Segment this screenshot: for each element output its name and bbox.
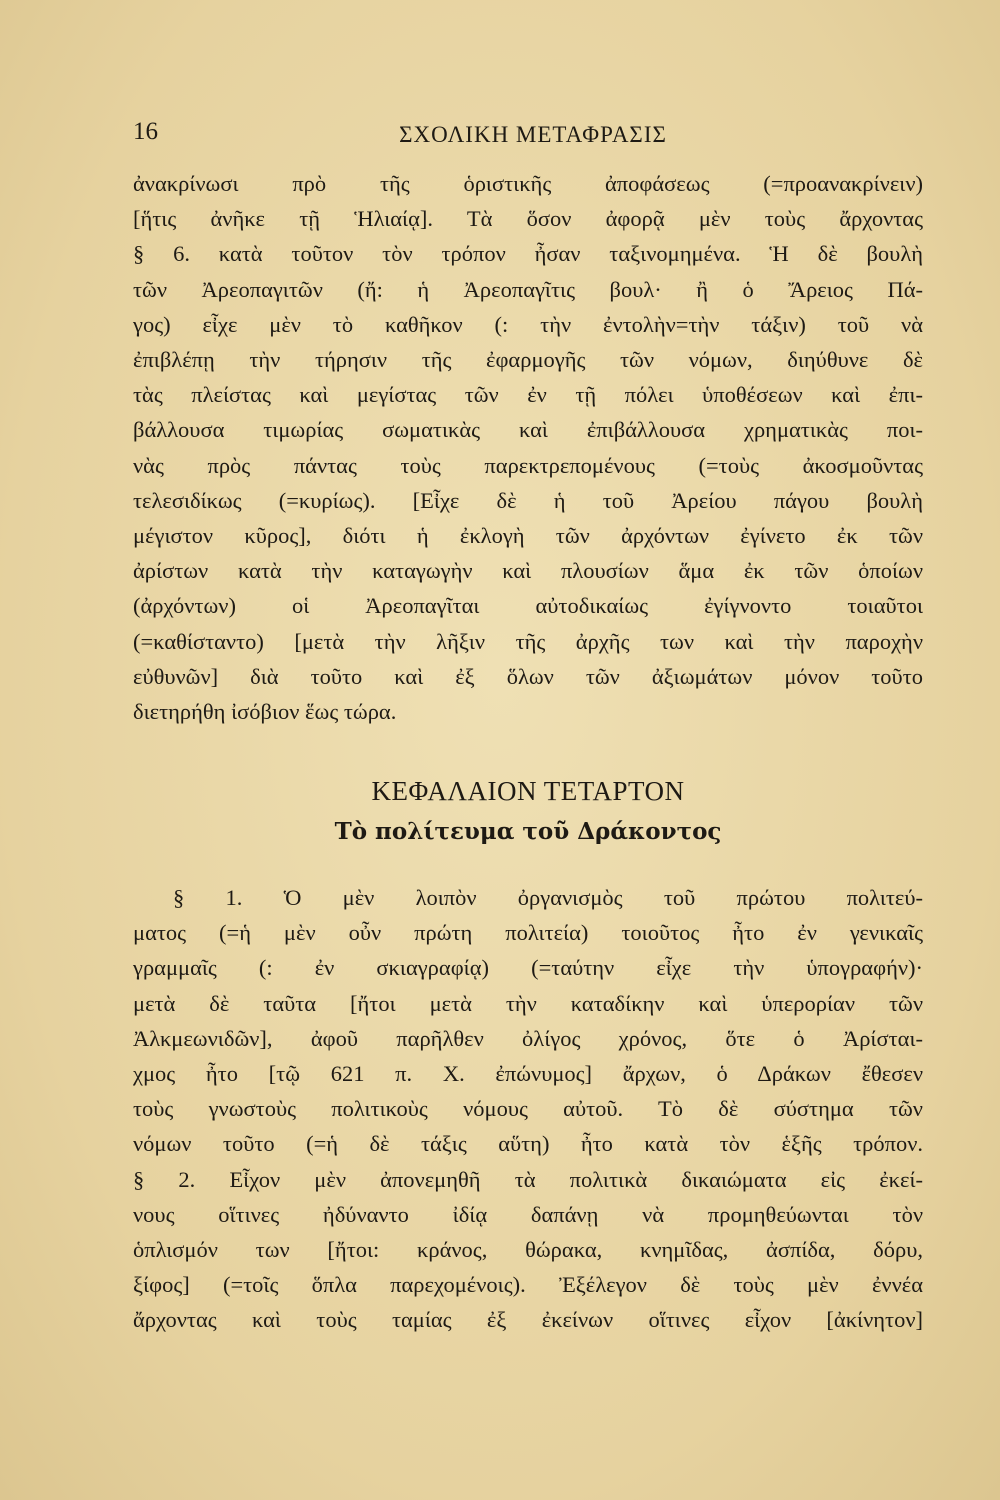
chapter-subtitle: Τὸ πολίτευμα τοῦ Δράκοντος xyxy=(334,818,722,845)
text-line: § 2. Εἶχον μὲν ἀπονεμηθῆ τὰ πολιτικὰ δικαιώματα εἰς ἐκεί- xyxy=(133,1166,923,1192)
text-line: βάλλουσα τιμωρίας σωματικὰς καὶ ἐπιβάλλουσα χρηματικὰς ποι- xyxy=(133,417,923,443)
text-line: τῶν Ἀρεοπαγιτῶν (ἤ: ἡ Ἀρεοπαγῖτις βουλ· ἢ ὁ Ἄρειος Πά- xyxy=(133,276,923,302)
text-line: ἐπιβλέπῃ τὴν τήρησιν τῆς ἐφαρμογῆς τῶν νόμων, διηύθυνε δὲ xyxy=(133,347,923,373)
text-line: § 6. κατὰ τοῦτον τὸν τρόπον ἦσαν ταξινομημένα. Ἡ δὲ βουλὴ xyxy=(133,241,923,267)
page-number: 16 xyxy=(133,118,158,145)
text-line: ἀνακρίνωσι πρὸ τῆς ὁριστικῆς ἀποφάσεως (=προανακρίνειν) xyxy=(133,171,923,196)
text-line: ματος (=ἡ μὲν οὖν πρώτη πολιτεία) τοιοῦτος ἦτο ἐν γενικαῖς xyxy=(133,920,923,946)
text-line: Ἀλκμεωνιδῶν], ἀφοῦ παρῆλθεν ὀλίγος χρόνος, ὅτε ὁ Ἀρίσται- xyxy=(133,1025,923,1051)
text-line: μετὰ δὲ ταῦτα [ἤτοι μετὰ τὴν καταδίκην καὶ ὑπερορίαν τῶν xyxy=(133,990,923,1016)
page-header xyxy=(133,118,933,158)
text-line: § 1. Ὁ μὲν λοιπὸν ὀργανισμὸς τοῦ πρώτου πολιτεύ- xyxy=(173,885,923,910)
text-line: τοὺς γνωστοὺς πολιτικοὺς νόμους αὐτοῦ. Τὸ δὲ σύστημα τῶν xyxy=(133,1096,923,1122)
text-block-chapter xyxy=(133,880,923,1338)
text-line: ἀρίστων κατὰ τὴν καταγωγὴν καὶ πλουσίων ἅμα ἐκ τῶν ὁποίων xyxy=(133,558,923,584)
text-line: ὁπλισμόν των [ἤτοι: κράνος, θώρακα, κνημῖδας, ἀσπίδα, δόρυ, xyxy=(133,1237,923,1263)
text-line: (ἀρχόντων) οἱ Ἀρεοπαγῖται αὐτοδικαίως ἐγίγνοντο τοιαῦτοι xyxy=(133,593,923,619)
running-title: ΣΧΟΛΙΚΗ ΜΕΤΑΦΡΑΣΙΣ xyxy=(399,122,667,147)
text-line: (=καθίσταντο) [μετὰ τὴν λῆξιν τῆς ἀρχῆς των καὶ τὴν παροχὴν xyxy=(133,628,923,654)
chapter-heading: ΚΕΦΑΛΑΙΟΝ ΤΕΤΑΡΤΟΝ xyxy=(371,776,685,806)
text-line: γραμμαῖς (: ἐν σκιαγραφίᾳ) (=ταύτην εἶχε τὴν ὑπογραφήν)· xyxy=(133,955,923,981)
text-line: εὐθυνῶν] διὰ τοῦτο καὶ ἐξ ὅλων τῶν ἀξιωμάτων μόνον τοῦτο xyxy=(133,663,923,689)
text-line: διετηρήθη ἰσόβιον ἕως τώρα. xyxy=(133,699,397,725)
text-line: τελεσιδίκως (=κυρίως). [Εἶχε δὲ ἡ τοῦ Ἀρείου πάγου βουλὴ xyxy=(133,487,923,513)
text-line: ξίφος] (=τοῖς ὅπλα παρεχομένοις). Ἐξέλεγον δὲ τοὺς μὲν ἐννέα xyxy=(133,1272,923,1298)
text-line: τὰς πλείστας καὶ μεγίστας τῶν ἐν τῇ πόλει ὑποθέσεων καὶ ἐπι- xyxy=(133,382,923,408)
text-line: νους οἵτινες ἠδύναντο ἰδίᾳ δαπάνῃ νὰ προμηθεύωνται τὸν xyxy=(133,1201,923,1227)
text-line: [ἥτις ἀνῆκε τῇ Ἡλιαίᾳ]. Τὰ ὅσον ἀφορᾷ μὲν τοὺς ἄρχοντας xyxy=(133,206,923,232)
text-block-commentary xyxy=(133,166,923,729)
text-line: γος) εἶχε μὲν τὸ καθῆκον (: τὴν ἐντολὴν=τὴν τάξιν) τοῦ νὰ xyxy=(133,311,923,337)
text-line: ἄρχοντας καὶ τοὺς ταμίας ἐξ ἐκείνων οἵτινες εἶχον [ἀκίνητον] xyxy=(133,1307,923,1333)
text-line: νὰς πρὸς πάντας τοὺς παρεκτρεπομένους (=τοὺς ἀκοσμοῦντας xyxy=(133,452,923,478)
text-line: μέγιστον κῦρος], διότι ἡ ἐκλογὴ τῶν ἀρχόντων ἐγίνετο ἐκ τῶν xyxy=(133,523,923,549)
text-line: χμος ἦτο [τῷ 621 π. Χ. ἐπώνυμος] ἄρχων, ὁ Δράκων ἔθεσεν xyxy=(133,1061,923,1087)
text-line: νόμων τοῦτο (=ἡ δὲ τάξις αὕτη) ἦτο κατὰ τὸν ἑξῆς τρόπον. xyxy=(133,1131,923,1157)
